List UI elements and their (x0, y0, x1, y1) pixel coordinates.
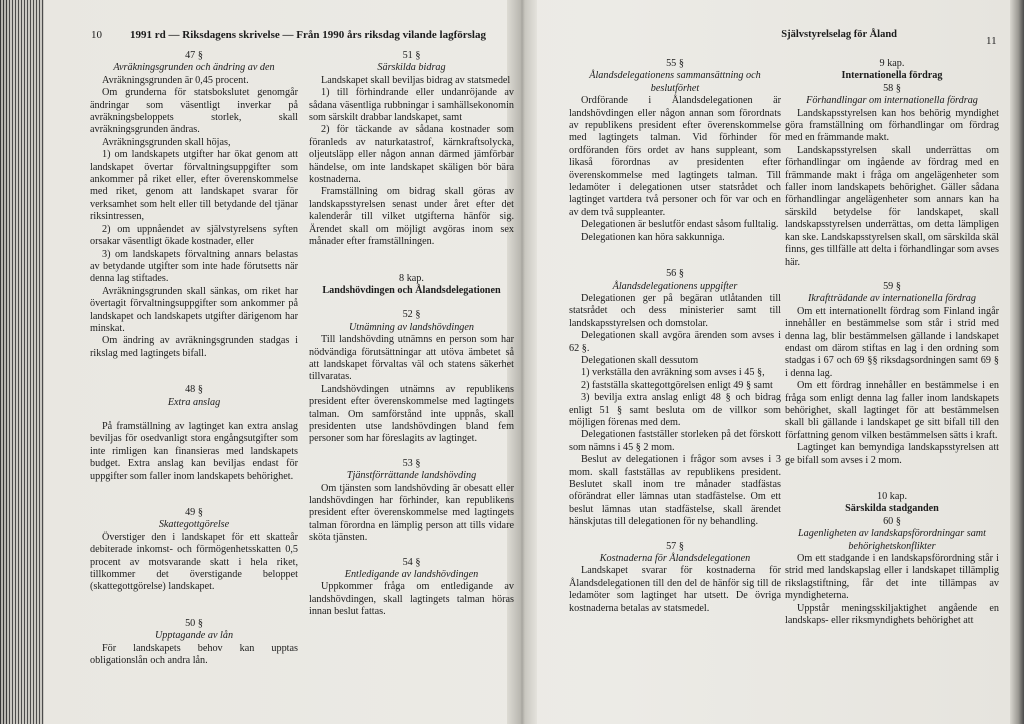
section-title: Förhandlingar om internationella fördrag (806, 95, 978, 107)
paragraph: Beslut av delegationen i frågor som avses i 3 mom. skall fastställas av republikens president. Beslutet skall inom tre månader stadfästas oförändrat eller lämnas utan stadfästelse. Om ett beslut lämnas utan stadfästelse, skall ärendet hänskjutas till delegationen för ny behandling. (569, 454, 781, 528)
spacer (90, 360, 298, 384)
paragraph: 1) verkställa den avräkning som avses i 45 §, (581, 367, 765, 379)
paragraph: Om ett internationellt fördrag som Finland ingår innehåller en bestämmelse som står i strid med denna lag, blir bestämmelsen gällande i landskapet endast om därom stiftas en lag i den ordning som stadgas i 67 och 69 §§ riksdagsordningen samt 69 § i denna lag. (785, 305, 999, 379)
paragraph: Om tjänsten som landshövding är obesatt eller landshövdingen har förhinder, kan republikens president efter överenskommelse med lagtingets talman förordna en lämplig person att tills vidare sköta tjänsten. (309, 482, 514, 544)
paragraph: Landskapsstyrelsen skall underrättas om förhandlingar om ingående av fördrag med en främmande makt i fråga om angelägenheter som faller inom landskapets behörighet. Gäller sådana förhandlingar angelägenheter som annars kan ha särskild betydelse för landskapet, skall landskapsstyrelsen underrättas, om detta lämpligen kan ske. Landskapsstyrelsen skall, om särskilda skäl finns, ges tillfälle att delta i förhandlingar som avses här. (785, 144, 999, 268)
spacer (90, 594, 298, 618)
chapter-title: Internationella fördrag (841, 70, 943, 82)
left-column-2 (309, 50, 514, 619)
paragraph: Avräkningsgrunden är 0,45 procent. (102, 74, 249, 86)
paragraph: På framställning av lagtinget kan extra anslag beviljas för osedvanligt stora engångsutgifter som inte rimligen kan finansieras med landskapets budget. Extra anslag kan beviljas endast för uppgifter som faller inom landskapets behörighet. (90, 420, 298, 482)
spacer (785, 467, 999, 491)
paragraph: Delegationen skall dessutom (581, 354, 699, 366)
chapter-number: 8 kap. (399, 272, 424, 284)
paragraph: Uppstår meningsskiljaktighet angående en landskaps- eller riksmyndighets behörighet att (785, 602, 999, 627)
section-number: 58 § (883, 82, 901, 94)
right-page-header: Självstyrelselag för Åland (781, 29, 897, 40)
left-page-number: 10 (91, 29, 102, 41)
paragraph: 2) om uppnåendet av självstyrelsens syften orsakar väsentligt ökade kostnader, eller (90, 223, 298, 248)
paragraph: Avräkningsgrunden skall sänkas, om riket har övertagit förvaltningsuppgifter som ankommer på landskapet och landskapets utgifter därigenom har minskat. (90, 285, 298, 334)
spacer (309, 297, 514, 309)
paragraph: Delegationen ger på begäran utlåtanden till statsrådet och dess ministerier samt till landskapsstyrelsen och domstolar. (569, 292, 781, 329)
paragraph: Överstiger den i landskapet för ett skatteår debiterade inkomst- och förmögenhetsskatten 0,5 procent av motsvarande skatt i hela riket, tillkommer det överstigande beloppet (skattegottgörelse) landskapet. (90, 531, 298, 593)
section-title: Skattegottgörelse (158, 519, 230, 531)
section-number: 52 § (402, 309, 421, 321)
spacer (569, 529, 781, 541)
paragraph: Landskapsstyrelsen kan hos behörig myndighet göra framställning om förhandlingar om fördrag med en främmande makt. (785, 107, 999, 144)
section-number: 50 § (185, 617, 203, 629)
right-column-1 (569, 58, 781, 615)
section-title: Ikraftträdande av internationella fördrag (808, 293, 976, 305)
paragraph: 2) fastställa skattegottgörelsen enligt 49 § samt (581, 379, 773, 391)
spacer (569, 244, 781, 268)
paragraph: Delegationen fastställer storleken på det förskott som nämns i 45 § 2 mom. (569, 429, 781, 453)
right-column-2 (785, 58, 999, 627)
section-number: 54 § (402, 556, 421, 568)
chapter-number: 9 kap. (879, 58, 905, 69)
left-page (44, 0, 514, 724)
spacer (309, 545, 514, 557)
section-number: 51 § (402, 50, 421, 61)
paragraph: 3) bevilja extra anslag enligt 48 § och bidrag enligt 51 § samt besluta om de villkor som möjligen förenas med dem. (569, 392, 781, 428)
section-number: 53 § (402, 457, 421, 469)
section-title: Entledigande av landshövdingen (344, 569, 479, 581)
paragraph: Till landshövding utnämns en person som har nödvändiga förutsättningar att utöva ämbetet så att landskapet förvaltas väl och statens säkerhet tillvaratas. (309, 334, 514, 383)
right-page-number: 11 (986, 35, 997, 47)
section-number: 47 § (185, 50, 203, 61)
section-title: Ålandsdelegationens uppgifter (612, 280, 738, 292)
section-title: Upptagande av lån (154, 630, 234, 642)
paragraph: Delegationen kan höra sakkunniga. (581, 231, 725, 243)
paragraph: Landskapet svarar för kostnaderna för Ålandsdelegationen till den del de hänför sig till de ledamöter som lagtinget har utsett. De övriga kostnaderna betalas av statsmedel. (569, 565, 781, 614)
spacer (90, 483, 298, 507)
section-title: Kostnaderna för Ålandsdelegationen (599, 553, 751, 565)
section-title: Tjänstförrättande landshövding (346, 470, 477, 482)
paragraph: Uppkommer fråga om entledigande av landshövdingen, skall lagtingets talman höras innan beslut fattas. (309, 581, 514, 618)
chapter-number: 10 kap. (877, 491, 907, 502)
paragraph: Om ett stadgande i en landskapsförordning står i strid med landskapslag eller i landskapet tillämplig rikslagstiftning, får det inte tillämpas av myndigheterna. (785, 553, 999, 602)
section-number: 59 § (883, 280, 901, 292)
spacer (90, 409, 298, 421)
section-number: 48 § (185, 384, 203, 396)
page-edges-right (1010, 0, 1024, 724)
left-column-1 (90, 50, 298, 667)
chapter-title: Särskilda stadganden (845, 503, 939, 515)
section-number: 55 § (666, 58, 684, 69)
left-page-header: 1991 rd — Riksdagens skrivelse — Från 1990 års riksdag vilande lagförslag (130, 29, 486, 41)
paragraph: 1) om landskapets utgifter har ökat genom att landskapet övertar förvaltningsuppgifter som ankommer på riket eller, efter överenskommelse med riket, genom att landskapet svarar för verksamhet som helt eller till betydande del tjänar riksintressen, (90, 149, 298, 223)
spacer (309, 446, 514, 458)
section-number: 57 § (666, 540, 684, 552)
paragraph: Landskapet skall beviljas bidrag av statsmedel (321, 74, 511, 86)
paragraph: 1) till förhindrande eller undanröjande av sådana väsentliga rubbningar i samhällsekonomin som särskilt drabbar landskapet, samt (309, 87, 514, 124)
paragraph: För landskapets behov kan upptas obligationslån och andra lån. (90, 642, 298, 667)
paragraph: Lagtinget kan bemyndiga landskapsstyrelsen att ge bifall som avses i 2 mom. (785, 442, 999, 466)
paragraph: Delegationen är beslutför endast såsom fulltalig. (581, 219, 779, 231)
page-edges-left (0, 0, 44, 724)
section-title: Extra anslag (167, 396, 221, 408)
section-number: 56 § (666, 268, 684, 280)
paragraph: Landshövdingen utnämns av republikens president efter överenskommelse med lagtingets talman. Om samförstånd inte uppnås, skall presidenten utse landshövdingen bland fem personer som har föreslagits av lagtinget. (309, 383, 514, 445)
paragraph: Avräkningsgrunden skall höjas, (102, 136, 231, 148)
section-title: Ålandsdelegationens sammansättning och beslutförhet (589, 70, 761, 94)
paragraph: 2) för täckande av sådana kostnader som föranleds av naturkatastrof, kärnkraftsolycka, oljeutsläpp eller någon annan därmed jämförbar händelse, om inte landskapet skäligen bör bära kostnaderna. (309, 124, 514, 186)
section-number: 60 § (883, 515, 901, 527)
right-page (537, 0, 1010, 724)
section-title: Avräkningsgrunden och ändring av den (113, 62, 275, 74)
section-title: Lagenligheten av landskapsförordningar samt behörighetskonflikter (798, 528, 986, 552)
paragraph: Om ett fördrag innehåller en bestämmelse i en fråga som enligt denna lag faller inom landskapets behörighet, skall lagtinget för att bestämmelsen skall bli gällande i landskapet ge sitt bifall till den författning genom vilken bestämmelsen sätts i kraft. (785, 380, 999, 441)
section-number: 49 § (185, 507, 203, 518)
paragraph: 3) om landskapets förvaltning annars belastas av betydande utgifter som inte hade förutsetts när denna lag stiftades. (90, 248, 298, 285)
chapter-title: Landshövdingen och Ålandsdelegationen (322, 284, 501, 296)
section-title: Utnämning av landshövdingen (348, 321, 475, 333)
spacer (309, 249, 514, 273)
paragraph: Om ändring av avräkningsgrunden stadgas i rikslag med lagtingets bifall. (90, 335, 298, 359)
paragraph: Ordförande i Ålandsdelegationen är landshövdingen eller någon annan som förordnats av republikens president efter överenskommelse med lagtingets talman. Vid förhinder för ordföranden förs ordet av hans suppleant, som likaså förordnas av presidenten efter överenskommelse med lagtingets talman. Till ledamöter i delegationen utser statsrådet och lagtinget vartdera två personer och för var och en av dem två suppleanter. (569, 95, 781, 218)
paragraph: Delegationen skall avgöra ärenden som avses i 62 §. (569, 330, 781, 354)
spacer (785, 269, 999, 281)
paragraph: Framställning om bidrag skall göras av landskapsstyrelsen senast under året efter det kalenderår till vilket utgifterna hänför sig. Ärendet skall om möjligt avgöras inom sex månader efter framställningen. (309, 186, 514, 248)
paragraph: Om grunderna för statsbokslutet genomgår ändringar som väsentligt inverkar på avräkningsbeloppets storlek, skall avräkningsgrunden ändras. (90, 87, 298, 136)
section-title: Särskilda bidrag (377, 62, 446, 74)
